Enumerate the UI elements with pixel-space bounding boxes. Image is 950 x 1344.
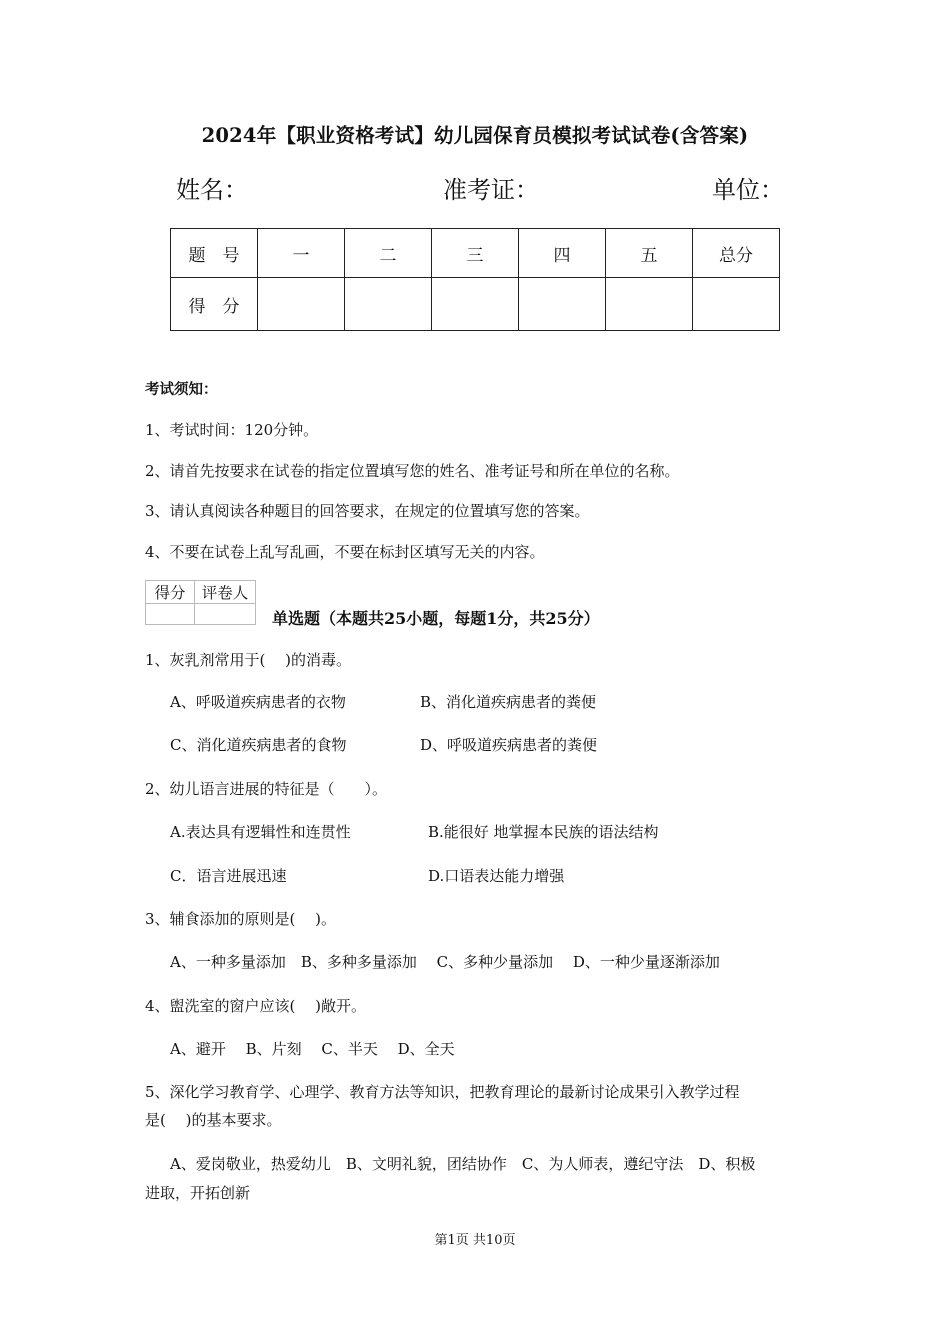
grader-box-score-cell [146,604,195,625]
grader-box [145,580,256,625]
page-footer: 第1页 共10页 [434,1233,516,1248]
question-option: B、消化道疾病患者的粪便 [420,693,597,711]
name-label: 姓名： [176,176,248,204]
unit-label: 单位： [712,176,784,204]
score-table-cell: 总分 [693,229,780,278]
score-table-score-row [171,278,780,331]
notes-item: 2、请首先按要求在试卷的指定位置填写您的姓名、准考证号和所在单位的名称。 [145,462,680,480]
score-table-cell: 五 [606,229,693,278]
question-option: B.能很好 地掌握本民族的语法结构 [428,823,659,841]
section-title: 单选题（本题共25小题，每题1分，共25分） [272,609,600,628]
page-title: 2024年【职业资格考试】幼儿园保育员模拟考试试卷(含答案) [201,124,749,147]
question-option: D、呼吸道疾病患者的粪便 [420,736,598,754]
question-option: C、消化道疾病患者的食物 [170,736,347,754]
question-option: A、呼吸道疾病患者的衣物 [170,693,346,711]
score-table-header-row [171,229,780,278]
question-stem: 1、灰乳剂常用于( )的消毒。 [145,651,352,669]
score-table [170,228,780,331]
score-table-cell: 四 [519,229,606,278]
grader-box-score-label: 得分 [146,581,195,604]
score-table-cell [258,278,345,331]
grader-box-grader-label: 评卷人 [195,581,256,604]
score-table-cell [519,278,606,331]
question-stem: 2、幼儿语言进展的特征是（ ）。 [145,780,388,798]
notes-title: 考试须知： [145,381,218,398]
question-stem: 5、深化学习教育学、心理学、教育方法等知识，把教育理论的最新讨论成果引入教学过程 [145,1083,740,1101]
score-table-cell [345,278,432,331]
score-table-cell: 一 [258,229,345,278]
score-table-cell: 二 [345,229,432,278]
score-table-cell: 三 [432,229,519,278]
question-option: A.表达具有逻辑性和连贯性 [170,823,351,841]
question-option: C．语言进展迅速 [170,867,287,885]
question-options: 进取，开拓创新 [145,1184,251,1202]
question-stem: 3、辅食添加的原则是( )。 [145,910,337,928]
question-stem: 4、盥洗室的窗户应该( )敞开。 [145,997,367,1015]
question-options: A、避开 B、片刻 C、半天 D、全天 [170,1040,455,1058]
grader-box-grader-cell [195,604,256,625]
exam-id-label: 准考证： [443,176,539,204]
score-table-cell: 得 分 [171,278,258,331]
score-table-cell: 题 号 [171,229,258,278]
score-table-cell [693,278,780,331]
question-option: D.口语表达能力增强 [428,867,565,885]
notes-item: 4、不要在试卷上乱写乱画，不要在标封区填写无关的内容。 [145,543,545,561]
question-options: A、爱岗敬业，热爱幼儿 B、文明礼貌，团结协作 C、为人师表，遵纪守法 D、积极 [170,1155,756,1173]
question-stem: 是( )的基本要求。 [145,1111,282,1129]
score-table-cell [432,278,519,331]
notes-item: 1、考试时间：120分钟。 [145,421,319,439]
score-table-cell [606,278,693,331]
question-options: A、一种多量添加 B、多种多量添加 C、多种少量添加 D、一种少量逐渐添加 [170,953,720,971]
notes-item: 3、请认真阅读各种题目的回答要求，在规定的位置填写您的答案。 [145,502,590,520]
